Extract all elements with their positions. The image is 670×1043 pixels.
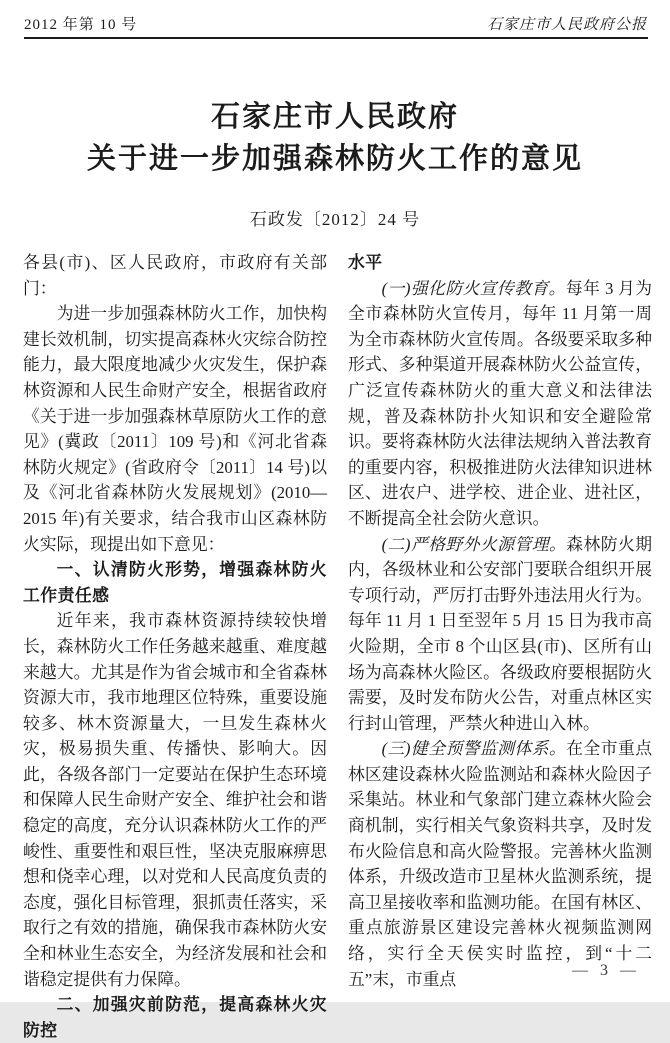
document-number: 石政发〔2012〕24 号 (249, 210, 421, 229)
paragraph: 近年来，我市森林资源持续较快增长，森林防火工作任务越来越重、难度越来越大。尤其是作为省会城市和全省森林资源大市，我市地理区位特殊，重要设施较多、林木资源量大，一旦发生森林火灾，极易损失重、传播快、影响大。因此，各级各部门一定要站在保护生态环境和保障人民生命财产安全、维护社会和谐稳定的高度，充分认识森林防火工作的严峻性、重要性和艰巨性，坚决克服麻痹思想和侥幸心理，以对党和人民高度负责的态度，强化目标管理，狠抓责任落实，采取行之有效的措施，确保我市森林防火安全和林业生态安全，为经济发展和社会和谐稳定提供有力保障。 (23, 611, 327, 989)
body-column-left (23, 250, 327, 1043)
running-header (24, 13, 647, 34)
paragraph-lead: (二)严格野外火源管理。 (381, 534, 567, 554)
paragraph: (二)严格野外火源管理。森林防火期内，各级林业和公安部门要联合组织开展专项行动，严厉打击野外违法用火行为。每年 11 月 1 日至翌年 5 月 15 日为我市高火险期，全市 8 个山区县(市)、区所有山场为高森林火险区。各级政府要根据防火需要，及时发布防火公告，对重点林区实行封山管理，严禁火种进山入林。 (348, 534, 652, 733)
section-heading: 一、认清防火形势，增强森林防火工作责任感 (23, 560, 327, 605)
paragraph-lead: (三)健全预警监测体系。 (381, 739, 567, 759)
paragraph: (三)健全预警监测体系。在全市重点林区建设森林火险监测站和森林火险因子采集站。林业和气象部门建立森林火险会商机制，实行相关气象资料共享，及时发布火险信息和高火险警报。完善林火监测体系，升级改造市卫星林火监测系统，提高卫星接收率和监测功能。在国有林区、重点旅游景区建设完善林火视频监测网络，实行全天侯实时监控，到“十二五”末，市重点 (348, 739, 652, 989)
paragraph: 为进一步加强森林防火工作，加快构建长效机制，切实提高森林火灾综合防控能力，最大限度地减少火灾发生，保护森林资源和人民生命财产安全，根据省政府《关于进一步加强森林草原防火工作的意见》(冀政〔2011〕109 号)和《河北省森林防火规定》(省政府令〔2011〕14 号)以及《河北省森林防火发展规划》(2010—2015 年)有关要求，结合我市山区森林防火实际，现提出如下意见： (23, 304, 327, 554)
gazette-title: 石家庄市人民政府公报 (486, 17, 647, 33)
paragraph: (一)强化防火宣传教育。每年 3 月为全市森林防火宣传月，每年 11 月第一周为全市森林防火宣传周。各级要采取多种形式、多种渠道开展森林防火公益宣传，广泛宣传森林防火的重大意义和法律法规，普及森林防扑火知识和安全避险常识。要将森林防火法律法规纳入普法教育的重要内容，积极推进防火法律知识进林区、进农户、进学校、进企业、进社区，不断提高全社会防火意识。 (348, 278, 652, 528)
header-rule (24, 37, 648, 39)
body-columns (23, 250, 652, 1043)
document-title-line2: 关于进一步加强森林防火工作的意见 (86, 143, 583, 175)
paragraph: 各县(市)、区人民政府，市政府有关部门： (23, 253, 327, 298)
paragraph-lead: (一)强化防火宣传教育。 (381, 278, 566, 298)
body-column-right (348, 250, 652, 1043)
document-title-line1: 石家庄市人民政府 (210, 101, 459, 133)
section-heading: 二、加强灾前防范，提高森林火灾防控 (23, 995, 327, 1040)
section-heading: 水平 (348, 253, 383, 272)
issue-number: 2012 年第 10 号 (24, 17, 138, 33)
document-title (0, 96, 670, 180)
page-number: — 3 — (572, 962, 640, 979)
